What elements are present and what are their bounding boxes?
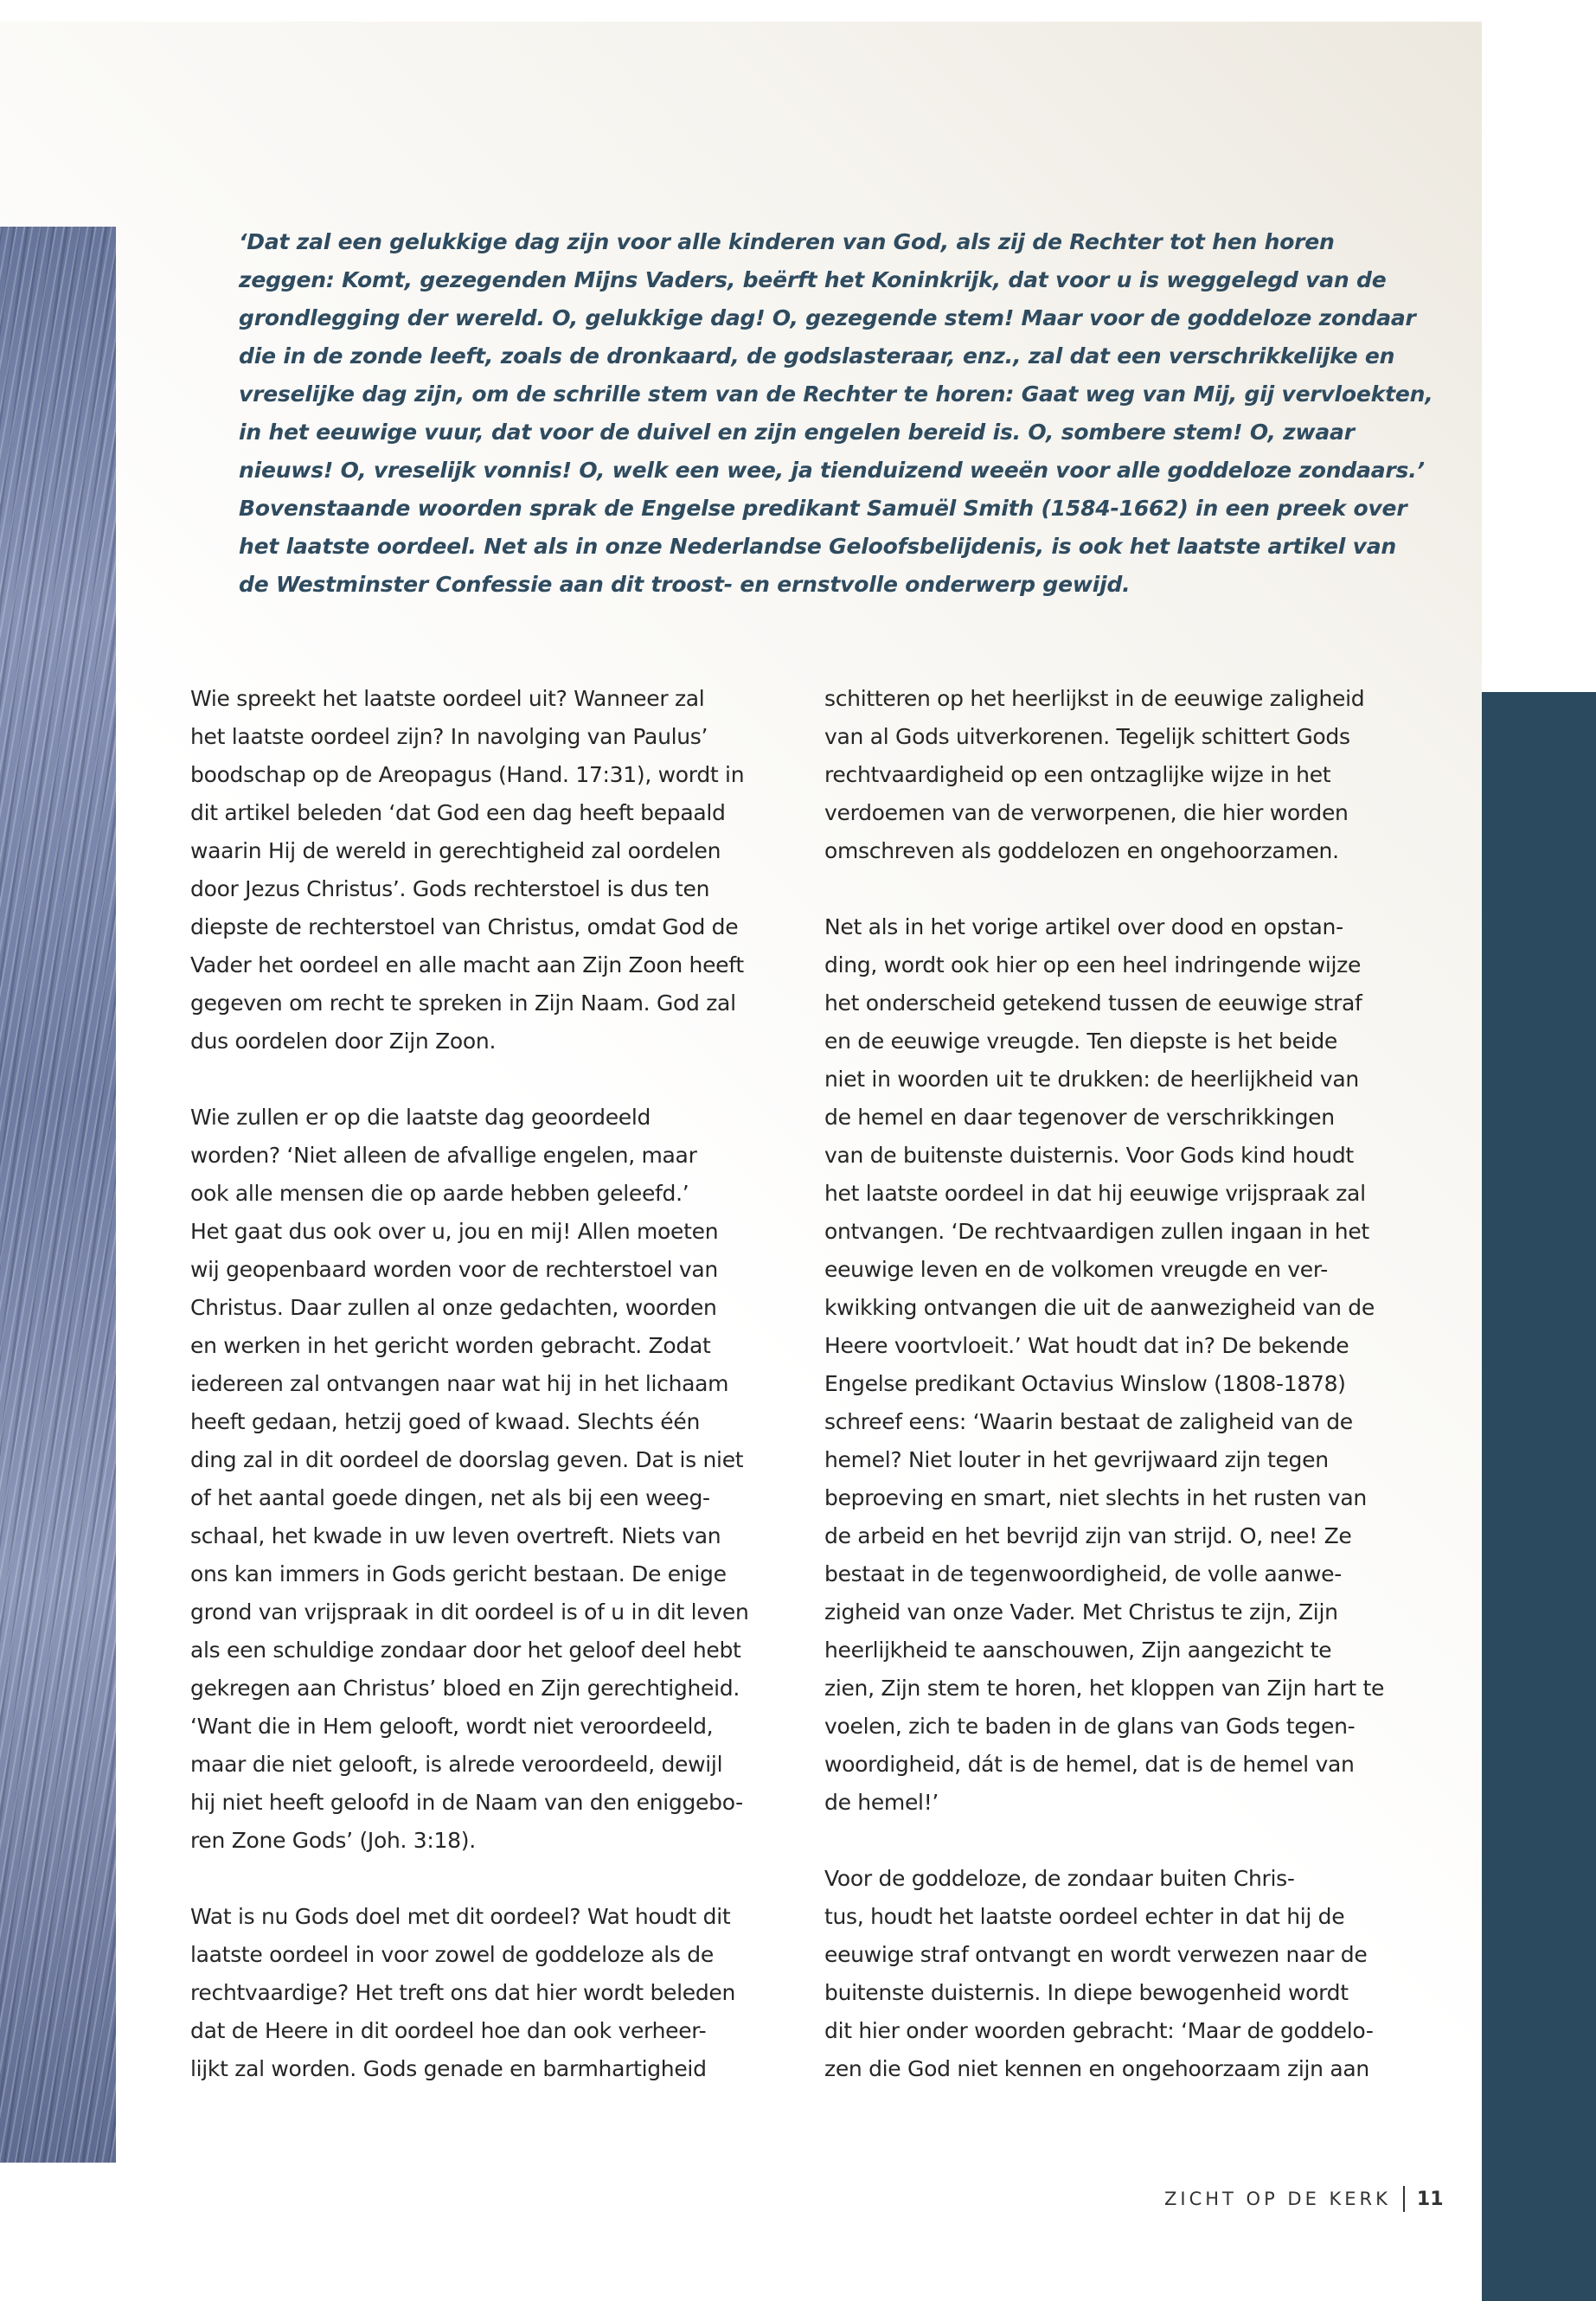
- text-line: het onderscheid getekend tussen de eeuwige straf: [824, 990, 1362, 1016]
- text-line: eeuwige straf ontvangt en wordt verwezen naar de: [824, 1942, 1368, 1967]
- text-line: laatste oordeel in voor zowel de goddeloze als de: [190, 1942, 714, 1967]
- text-line: heerlijkheid te aanschouwen, Zijn aangezicht te: [824, 1638, 1332, 1663]
- text-line: door Jezus Christus’. Gods rechterstoel is dus ten: [190, 876, 710, 901]
- intro-line: het laatste oordeel. Net als in onze Nederlandse Geloofsbelijdenis, is ook het laatste artikel van: [239, 534, 1397, 559]
- page-number: 11: [1416, 2188, 1444, 2210]
- intro-line: in het eeuwige vuur, dat voor de duivel en zijn engelen bereid is. O, sombere stem! O, zwaar: [239, 420, 1355, 445]
- body-paragraph: [824, 908, 1413, 1822]
- text-line: de arbeid en het bevrijd zijn van strijd. O, nee! Ze: [824, 1523, 1352, 1548]
- text-line: worden? ‘Niet alleen de afvallige engelen, maar: [190, 1143, 697, 1168]
- body-paragraph: [824, 1860, 1413, 2088]
- text-line: ding zal in dit oordeel de doorslag geven. Dat is niet: [190, 1447, 744, 1472]
- intro-line: Bovenstaande woorden sprak de Engelse predikant Samuël Smith (1584-1662) in een preek over: [239, 496, 1407, 521]
- text-line: bestaat in de tegenwoordigheid, de volle aanwe-: [824, 1561, 1342, 1586]
- text-line: van de buitenste duisternis. Voor Gods kind houdt: [824, 1143, 1354, 1168]
- body-paragraph: [190, 680, 779, 1061]
- text-line: tus, houdt het laatste oordeel echter in dat hij de: [824, 1904, 1345, 1929]
- text-line: Engelse predikant Octavius Winslow (1808-1878): [824, 1371, 1346, 1396]
- text-line: Vader het oordeel en alle macht aan Zijn Zoon heeft: [190, 952, 744, 977]
- text-line: iedereen zal ontvangen naar wat hij in het lichaam: [190, 1371, 729, 1396]
- text-line: boodschap op de Areopagus (Hand. 17:31), wordt in: [190, 762, 745, 787]
- text-line: Voor de goddeloze, de zondaar buiten Chris-: [824, 1866, 1295, 1891]
- wood-texture-strip: [0, 227, 116, 2163]
- text-line: diepste de rechterstoel van Christus, omdat God de: [190, 914, 739, 939]
- text-line: ons kan immers in Gods gericht bestaan. De enige: [190, 1561, 727, 1586]
- text-line: schaal, het kwade in uw leven overtreft. Niets van: [190, 1523, 721, 1548]
- text-line: buitenste duisternis. In diepe bewogenheid wordt: [824, 1980, 1349, 2005]
- page-footer: [1164, 2183, 1444, 2214]
- text-line: dat de Heere in dit oordeel hoe dan ook verheer-: [190, 2018, 707, 2043]
- text-line: ren Zone Gods’ (Joh. 3:18).: [190, 1828, 476, 1853]
- text-line: kwikking ontvangen die uit de aanwezigheid van de: [824, 1295, 1375, 1320]
- text-line: Heere voortvloeit.’ Wat houdt dat in? De bekende: [824, 1333, 1349, 1358]
- text-line: Wie spreekt het laatste oordeel uit? Wanneer zal: [190, 686, 705, 711]
- intro-line: grondlegging der wereld. O, gelukkige dag! O, gezegende stem! Maar voor de goddeloze zondaar: [239, 305, 1416, 330]
- body-paragraph: [190, 1898, 779, 2088]
- intro-paragraph: [239, 223, 1433, 604]
- text-line: ontvangen. ‘De rechtvaardigen zullen ingaan in het: [824, 1219, 1369, 1244]
- publication-name: ZICHT OP DE KERK: [1164, 2189, 1391, 2209]
- text-line: Christus. Daar zullen al onze gedachten, woorden: [190, 1295, 717, 1320]
- text-line: beproeving en smart, niet slechts in het rusten van: [824, 1485, 1367, 1510]
- text-line: hij niet heeft geloofd in de Naam van den eniggebo-: [190, 1790, 743, 1815]
- text-line: voelen, zich te baden in de glans van Gods tegen-: [824, 1714, 1356, 1739]
- text-line: van al Gods uitverkorenen. Tegelijk schittert Gods: [824, 724, 1350, 749]
- text-line: rechtvaardige? Het treft ons dat hier wordt beleden: [190, 1980, 736, 2005]
- text-line: gegeven om recht te spreken in Zijn Naam. God zal: [190, 990, 736, 1016]
- navy-side-bar: [1482, 692, 1596, 2301]
- text-line: rechtvaardigheid op een ontzaglijke wijze in het: [824, 762, 1331, 787]
- left-column: [190, 680, 779, 2126]
- text-line: als een schuldige zondaar door het geloof deel hebt: [190, 1638, 741, 1663]
- text-line: Wat is nu Gods doel met dit oordeel? Wat houdt dit: [190, 1904, 731, 1929]
- text-line: dus oordelen door Zijn Zoon.: [190, 1029, 497, 1054]
- text-line: de hemel en daar tegenover de verschrikkingen: [824, 1105, 1335, 1130]
- text-line: schitteren op het heerlijkst in de eeuwige zaligheid: [824, 686, 1365, 711]
- text-line: ‘Want die in Hem gelooft, wordt niet veroordeeld,: [190, 1714, 714, 1739]
- text-line: ook alle mensen die op aarde hebben geleefd.’: [190, 1181, 689, 1206]
- text-line: het laatste oordeel in dat hij eeuwige vrijspraak zal: [824, 1181, 1366, 1206]
- text-line: dit artikel beleden ‘dat God een dag heeft bepaald: [190, 800, 726, 825]
- text-line: de hemel!’: [824, 1790, 939, 1815]
- text-line: eeuwige leven en de volkomen vreugde en ver-: [824, 1257, 1328, 1282]
- text-line: wij geopenbaard worden voor de rechterstoel van: [190, 1257, 718, 1282]
- text-line: zien, Zijn stem te horen, het kloppen van Zijn hart te: [824, 1676, 1385, 1701]
- text-line: zen die God niet kennen en ongehoorzaam zijn aan: [824, 2056, 1369, 2081]
- text-line: niet in woorden uit te drukken: de heerlijkheid van: [824, 1067, 1359, 1092]
- intro-line: ‘Dat zal een gelukkige dag zijn voor alle kinderen van God, als zij de Rechter tot hen horen: [239, 229, 1335, 254]
- text-line: woordigheid, dát is de hemel, dat is de hemel van: [824, 1752, 1355, 1777]
- text-line: waarin Hij de wereld in gerechtigheid zal oordelen: [190, 838, 721, 863]
- text-line: dit hier onder woorden gebracht: ‘Maar de goddelo-: [824, 2018, 1374, 2043]
- text-line: en de eeuwige vreugde. Ten diepste is het beide: [824, 1029, 1337, 1054]
- text-line: hemel? Niet louter in het gevrijwaard zijn tegen: [824, 1447, 1329, 1472]
- intro-line: de Westminster Confessie aan dit troost- en ernstvolle onderwerp gewijd.: [239, 572, 1131, 597]
- intro-line: die in de zonde leeft, zoals de dronkaard, de godslasteraar, enz., zal dat een verschrikkelijke en: [239, 343, 1395, 369]
- text-line: heeft gedaan, hetzij goed of kwaad. Slechts één: [190, 1409, 701, 1434]
- intro-line: nieuws! O, vreselijk vonnis! O, welk een wee, ja tienduizend weeën voor alle goddeloze zondaars.’: [239, 458, 1425, 483]
- intro-line: zeggen: Komt, gezegenden Mijns Vaders, beërft het Koninkrijk, dat voor u is weggelegd van de: [239, 267, 1387, 292]
- body-paragraph: [824, 680, 1413, 870]
- intro-line: vreselijke dag zijn, om de schrille stem van de Rechter te horen: Gaat weg van Mij, gij vervloekten,: [239, 381, 1433, 407]
- text-line: zigheid van onze Vader. Met Christus te zijn, Zijn: [824, 1599, 1338, 1625]
- text-line: maar die niet gelooft, is alrede veroordeeld, dewijl: [190, 1752, 723, 1777]
- text-line: of het aantal goede dingen, net als bij een weeg-: [190, 1485, 710, 1510]
- text-line: grond van vrijspraak in dit oordeel is of u in dit leven: [190, 1599, 749, 1625]
- right-column: [824, 680, 1413, 2126]
- text-line: schreef eens: ‘Waarin bestaat de zaligheid van de: [824, 1409, 1353, 1434]
- text-line: Het gaat dus ook over u, jou en mij! Allen moeten: [190, 1219, 719, 1244]
- text-line: het laatste oordeel zijn? In navolging van Paulus’: [190, 724, 708, 749]
- text-line: Wie zullen er op die laatste dag geoordeeld: [190, 1105, 651, 1130]
- body-paragraph: [190, 1099, 779, 1860]
- text-line: gekregen aan Christus’ bloed en Zijn gerechtigheid.: [190, 1676, 740, 1701]
- text-line: omschreven als goddelozen en ongehoorzamen.: [824, 838, 1339, 863]
- text-line: ding, wordt ook hier op een heel indringende wijze: [824, 952, 1362, 977]
- text-line: verdoemen van de verworpenen, die hier worden: [824, 800, 1349, 825]
- footer-divider: [1403, 2186, 1405, 2212]
- text-line: lijkt zal worden. Gods genade en barmhartigheid: [190, 2056, 707, 2081]
- text-line: en werken in het gericht worden gebracht. Zodat: [190, 1333, 711, 1358]
- text-line: Net als in het vorige artikel over dood en opstan-: [824, 914, 1343, 939]
